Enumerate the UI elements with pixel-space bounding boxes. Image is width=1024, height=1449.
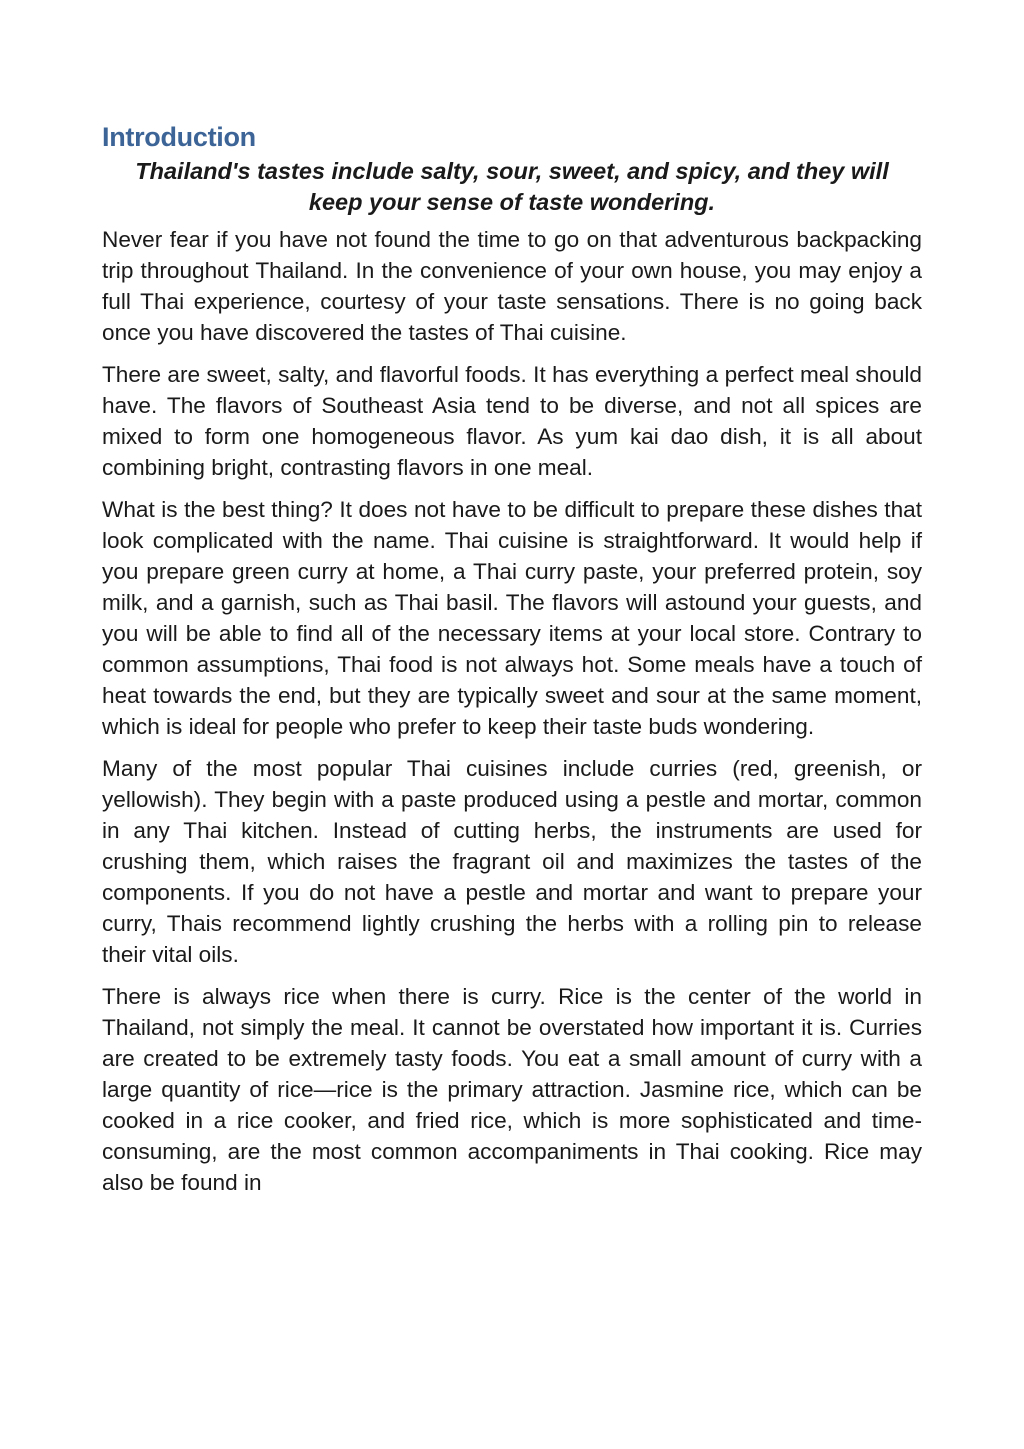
section-heading: Introduction [102,122,256,152]
section-subtitle: Thailand's tastes include salty, sour, sweet, and spicy, and they will keep your sense of taste wondering. [135,158,889,215]
paragraph-3: What is the best thing? It does not have to be difficult to prepare these dishes that look complicated with the name. Thai cuisine is straightforward. It would help if you prepare green curry at home, a Thai curry paste, your preferred protein, soy milk, and a garnish, such as Thai basil. The flavors will astound your guests, and you will be able to find all of the necessary items at your local store. Contrary to common assumptions, Thai food is not always hot. Some meals have a touch of heat towards the end, but they are typically sweet and sour at the same moment, which is ideal for people who prefer to keep their taste buds wondering. [102,497,922,739]
paragraph-5: There is always rice when there is curry. Rice is the center of the world in Thailand, not simply the meal. It cannot be overstated how important it is. Curries are created to be extremely tasty foods. You eat a small amount of curry with a large quantity of rice—rice is the primary attraction. Jasmine rice, which can be cooked in a rice cooker, and fried rice, which is more sophisticated and time-consuming, are the most common accompaniments in Thai cooking. Rice may also be found in [102,984,922,1195]
paragraph-1: Never fear if you have not found the time to go on that adventurous backpacking trip throughout Thailand. In the convenience of your own house, you may enjoy a full Thai experience, courtesy of your taste sensations. There is no going back once you have discovered the tastes of Thai cuisine. [102,227,922,345]
paragraph-4: Many of the most popular Thai cuisines include curries (red, greenish, or yellowish). They begin with a paste produced using a pestle and mortar, common in any Thai kitchen. Instead of cutting herbs, the instruments are used for crushing them, which raises the fragrant oil and maximizes the tastes of the components. If you do not have a pestle and mortar and want to prepare your curry, Thais recommend lightly crushing the herbs with a rolling pin to release their vital oils. [102,756,922,967]
paragraph-2: There are sweet, salty, and flavorful foods. It has everything a perfect meal should have. The flavors of Southeast Asia tend to be diverse, and not all spices are mixed to form one homogeneous flavor. As yum kai dao dish, it is all about combining bright, contrasting flavors in one meal. [102,362,922,480]
document-page [102,118,922,1209]
